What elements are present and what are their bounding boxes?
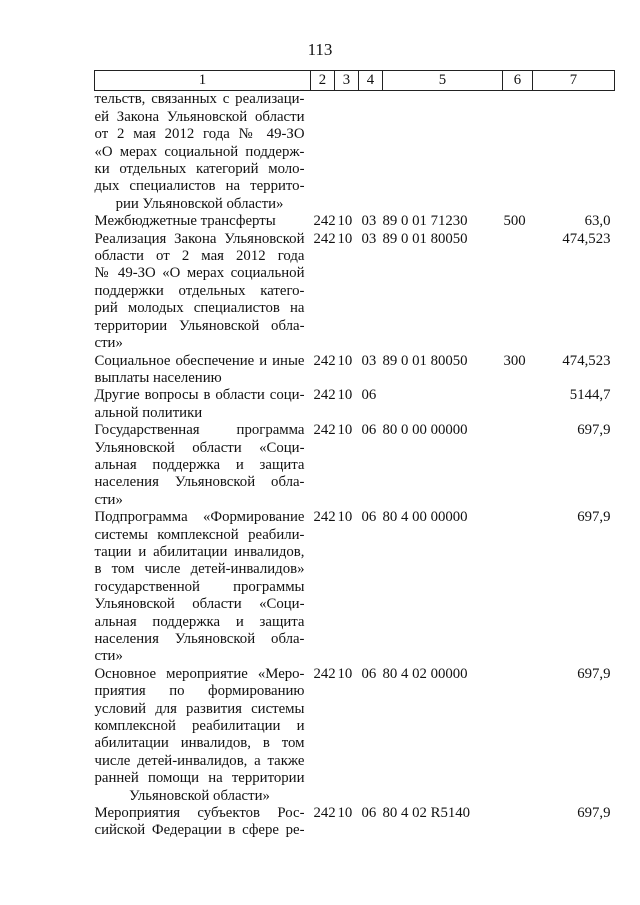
row-name-line: сти» <box>94 648 123 665</box>
row-name-line: тельств, связанных с реализаци- <box>94 91 305 108</box>
row-name-line: альная поддержка и защита <box>94 613 305 630</box>
row-name <box>95 213 311 230</box>
row-name <box>95 387 311 422</box>
page-number: 113 <box>307 40 333 59</box>
row-target-article-code: 80 0 00 00000 <box>382 422 468 439</box>
row-ministry-code: 242 <box>313 213 336 230</box>
row-ministry-code: 242 <box>313 665 336 682</box>
row-target-article-code: 80 4 02 R5140 <box>382 805 471 822</box>
row-amount: 697,9 <box>577 509 611 526</box>
row-name <box>95 231 311 353</box>
row-target-article-code: 80 4 02 00000 <box>382 665 468 682</box>
row-name-line: Основное мероприятие «Меро- <box>94 665 305 682</box>
header-row <box>95 71 615 91</box>
header-col-6: 6 <box>503 71 533 91</box>
row-ministry-code: 242 <box>313 422 336 439</box>
row-name-line: Ульяновской области» <box>129 787 270 804</box>
row-name-line: рий молодых специалистов на <box>94 300 305 317</box>
row-amount: 697,9 <box>577 422 611 439</box>
row-name-line: территории Ульяновской обла- <box>94 317 305 334</box>
table-body <box>95 91 615 840</box>
row-name <box>95 91 311 213</box>
row-name-line: абилитации инвалидов, в том <box>94 735 305 752</box>
row-name-line: ки отдельных категорий моло- <box>94 161 305 178</box>
row-name-line: тации и абилитации инвалидов, <box>94 543 305 560</box>
table-row <box>95 231 615 353</box>
row-name <box>95 509 311 666</box>
row-name-line: государственной программы <box>94 578 305 595</box>
row-name-line: Государственная программа <box>94 422 305 439</box>
row-name-line: Ульяновской области «Соци- <box>94 596 305 613</box>
header-col-4: 4 <box>359 71 383 91</box>
row-expense-type-code <box>503 509 533 666</box>
row-subsection-code <box>359 91 383 213</box>
row-target-article-code: 89 0 01 71230 <box>382 213 468 230</box>
row-name-line: от 2 мая 2012 года № 49-ЗО <box>94 126 305 143</box>
row-amount <box>533 91 615 213</box>
row-section-code <box>335 91 359 213</box>
row-name <box>95 666 311 805</box>
row-ministry-code: 242 <box>313 387 336 404</box>
row-name-line: Ульяновской области «Соци- <box>94 439 305 456</box>
row-name-line: Реализация Закона Ульяновской <box>94 230 305 247</box>
table-row <box>95 91 615 213</box>
row-name-line: выплаты населению <box>94 369 222 386</box>
row-name-line: области от 2 мая 2012 года <box>94 248 305 265</box>
row-name-line: сийской Федерации в сфере ре- <box>94 822 305 839</box>
row-name <box>95 353 311 388</box>
row-expense-type-code <box>503 387 533 422</box>
row-amount: 697,9 <box>577 665 611 682</box>
row-name-line: рии Ульяновской области» <box>115 195 284 212</box>
row-name-line: Мероприятия субъектов Рос- <box>94 805 305 822</box>
row-name-line: комплексной реабилитации и <box>94 718 305 735</box>
row-subsection-code: 06 <box>361 422 377 439</box>
table-row <box>95 509 615 666</box>
row-name-line: «О мерах социальной поддерж- <box>94 143 305 160</box>
header-col-2: 2 <box>311 71 335 91</box>
row-name <box>95 805 311 840</box>
row-subsection-code: 03 <box>361 352 377 369</box>
row-section-code: 10 <box>337 805 353 822</box>
row-expense-type-code <box>503 805 533 840</box>
row-name-line: в том числе детей-инвалидов» <box>94 561 305 578</box>
row-target-article-code: 80 4 00 00000 <box>382 509 468 526</box>
row-name-line: поддержки отдельных катего- <box>94 282 305 299</box>
row-subsection-code: 03 <box>361 213 377 230</box>
header-col-3: 3 <box>335 71 359 91</box>
row-subsection-code: 06 <box>361 509 377 526</box>
row-expense-type-code <box>503 666 533 805</box>
table-row <box>95 666 615 805</box>
table-row <box>95 353 615 388</box>
row-subsection-code: 06 <box>361 665 377 682</box>
row-name-line: Межбюджетные трансферты <box>94 213 276 230</box>
row-expense-type-code <box>503 231 533 353</box>
row-subsection-code: 06 <box>361 805 377 822</box>
row-name-line: дых специалистов на террито- <box>94 178 305 195</box>
header-col-7: 7 <box>533 71 615 91</box>
row-amount: 697,9 <box>577 805 611 822</box>
row-name-line: ей Закона Ульяновской области <box>94 108 305 125</box>
row-ministry-code <box>311 91 335 213</box>
row-name-line: условий для развития системы <box>94 700 305 717</box>
row-name-line: населения Ульяновской обла- <box>94 474 305 491</box>
row-section-code: 10 <box>337 352 353 369</box>
row-name <box>95 422 311 509</box>
row-name-line: населения Ульяновской обла- <box>94 631 305 647</box>
row-target-article-code: 89 0 01 80050 <box>382 352 468 369</box>
row-amount: 5144,7 <box>569 387 611 404</box>
row-section-code: 10 <box>337 213 353 230</box>
row-name-line: ранней помощи на территории <box>94 770 305 787</box>
row-ministry-code: 242 <box>313 230 336 247</box>
row-expense-type-code: 500 <box>503 213 526 230</box>
table-row <box>95 805 615 840</box>
row-section-code: 10 <box>337 509 353 526</box>
row-expense-type-code <box>503 422 533 509</box>
row-name-line: приятия по формированию <box>94 683 305 700</box>
row-name-line: сти» <box>94 491 123 508</box>
header-col-1: 1 <box>95 71 311 91</box>
row-expense-type-code <box>503 91 533 213</box>
row-ministry-code: 242 <box>313 509 336 526</box>
row-name-line: сти» <box>94 335 123 352</box>
row-ministry-code: 242 <box>313 352 336 369</box>
table-header <box>95 71 615 91</box>
row-name-line: альной политики <box>94 404 203 421</box>
row-subsection-code: 06 <box>361 387 377 404</box>
row-name-line: системы комплексной реабили- <box>94 526 305 543</box>
row-name-line: числе детей-инвалидов, а также <box>94 752 305 769</box>
budget-table <box>94 70 615 840</box>
row-amount: 63,0 <box>584 213 611 230</box>
row-target-article-code <box>383 91 503 213</box>
row-section-code: 10 <box>337 387 353 404</box>
row-amount: 474,523 <box>562 230 611 247</box>
table-row <box>95 422 615 509</box>
row-expense-type-code: 300 <box>503 352 526 369</box>
row-name-line: № 49-ЗО «О мерах социальной <box>94 265 305 282</box>
row-name-line: Социальное обеспечение и иные <box>94 352 305 369</box>
table-row <box>95 387 615 422</box>
row-target-article-code <box>383 387 503 422</box>
row-name-line: альная поддержка и защита <box>94 456 305 473</box>
row-amount: 474,523 <box>562 352 611 369</box>
row-section-code: 10 <box>337 422 353 439</box>
row-name-line: Другие вопросы в области соци- <box>94 387 305 404</box>
row-section-code: 10 <box>337 665 353 682</box>
row-ministry-code: 242 <box>313 805 336 822</box>
row-section-code: 10 <box>337 230 353 247</box>
table-row <box>95 213 615 230</box>
row-target-article-code: 89 0 01 80050 <box>382 230 468 247</box>
header-col-5: 5 <box>383 71 503 91</box>
row-name-line: Подпрограмма «Формирование <box>94 509 305 526</box>
row-subsection-code: 03 <box>361 230 377 247</box>
